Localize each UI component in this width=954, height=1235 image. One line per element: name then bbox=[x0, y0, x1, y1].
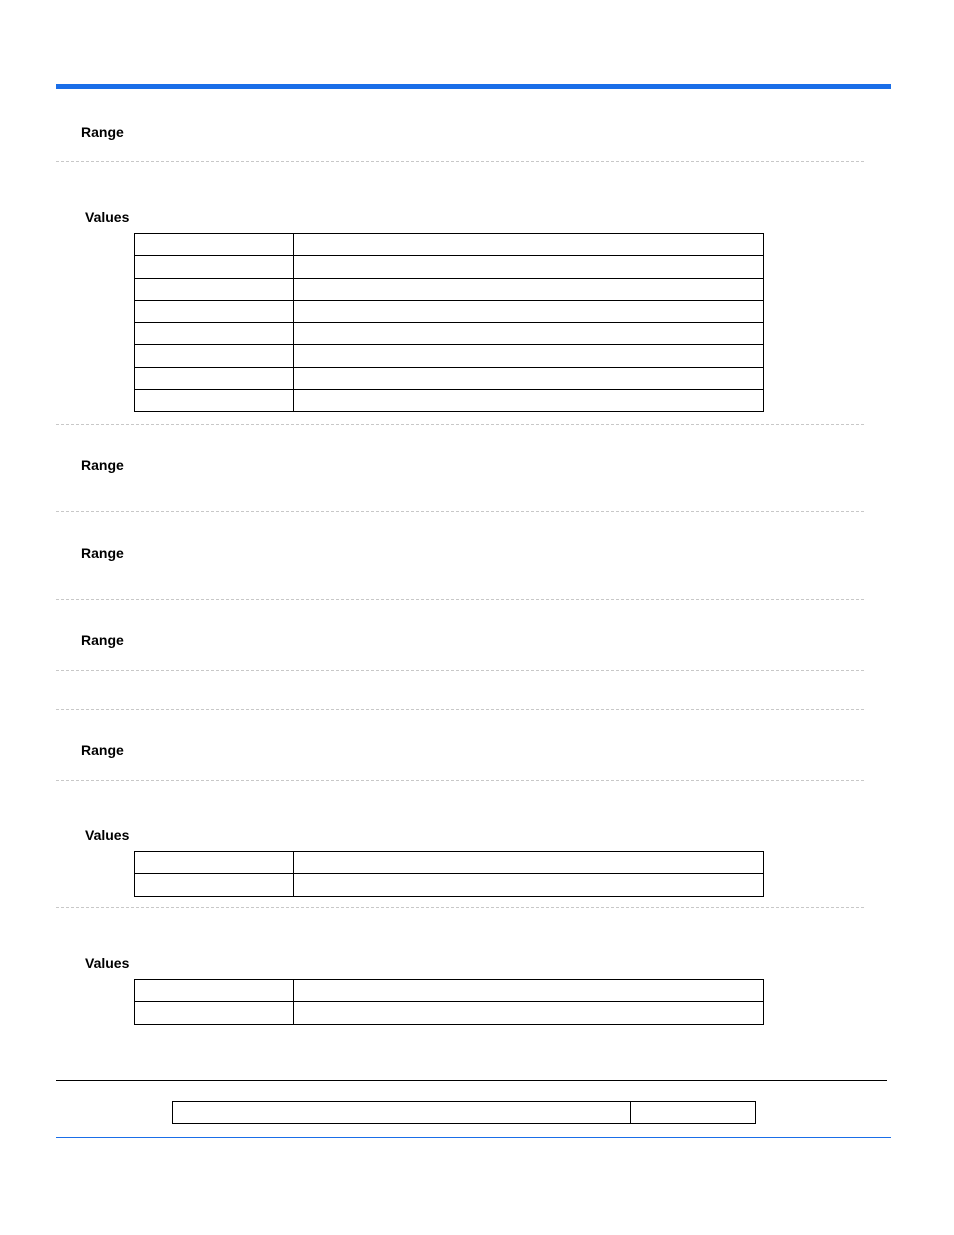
table-cell bbox=[135, 345, 294, 367]
range-label-4: Range bbox=[81, 632, 124, 648]
values-table-2 bbox=[134, 851, 764, 897]
table-cell bbox=[294, 278, 764, 300]
table-cell bbox=[294, 234, 764, 256]
table-cell bbox=[294, 367, 764, 389]
table-row bbox=[173, 1102, 756, 1124]
section-divider bbox=[56, 424, 864, 425]
table-cell bbox=[135, 1002, 294, 1024]
table-cell bbox=[135, 256, 294, 278]
section-divider bbox=[56, 907, 864, 908]
table-row bbox=[135, 300, 764, 322]
table-cell bbox=[294, 874, 764, 896]
range-label-1: Range bbox=[81, 124, 124, 140]
footer-rule bbox=[56, 1080, 887, 1081]
values-table-1 bbox=[134, 233, 764, 412]
table-cell bbox=[631, 1102, 756, 1124]
table-row bbox=[135, 980, 764, 1002]
table-row bbox=[135, 1002, 764, 1024]
table-row bbox=[135, 390, 764, 412]
table-cell bbox=[135, 852, 294, 874]
table-cell bbox=[135, 278, 294, 300]
table-cell bbox=[135, 367, 294, 389]
table-row bbox=[135, 256, 764, 278]
table-row bbox=[135, 323, 764, 345]
section-divider bbox=[56, 709, 864, 710]
range-label-5: Range bbox=[81, 742, 124, 758]
values-table-3 bbox=[134, 979, 764, 1025]
header-accent-bar bbox=[56, 84, 891, 89]
table-cell bbox=[294, 256, 764, 278]
table-cell bbox=[294, 345, 764, 367]
section-divider bbox=[56, 670, 864, 671]
section-divider bbox=[56, 161, 864, 162]
table-cell bbox=[294, 852, 764, 874]
values-label-2: Values bbox=[85, 827, 130, 843]
table-cell bbox=[294, 1002, 764, 1024]
table-row bbox=[135, 874, 764, 896]
section-divider bbox=[56, 599, 864, 600]
table-row bbox=[135, 367, 764, 389]
table-cell bbox=[135, 323, 294, 345]
table-cell bbox=[294, 390, 764, 412]
table-cell bbox=[135, 980, 294, 1002]
table-cell bbox=[135, 300, 294, 322]
range-label-3: Range bbox=[81, 545, 124, 561]
section-divider bbox=[56, 780, 864, 781]
table-row bbox=[135, 345, 764, 367]
table-row bbox=[135, 234, 764, 256]
values-label-3: Values bbox=[85, 955, 130, 971]
table-row bbox=[135, 278, 764, 300]
table-cell bbox=[135, 234, 294, 256]
footer-table bbox=[172, 1101, 756, 1124]
table-cell bbox=[135, 390, 294, 412]
table-cell bbox=[135, 874, 294, 896]
values-label-1: Values bbox=[85, 209, 130, 225]
table-cell bbox=[294, 323, 764, 345]
footer-accent-line bbox=[56, 1137, 891, 1138]
range-label-2: Range bbox=[81, 457, 124, 473]
table-cell bbox=[294, 300, 764, 322]
table-cell bbox=[173, 1102, 631, 1124]
section-divider bbox=[56, 511, 864, 512]
table-cell bbox=[294, 980, 764, 1002]
table-row bbox=[135, 852, 764, 874]
